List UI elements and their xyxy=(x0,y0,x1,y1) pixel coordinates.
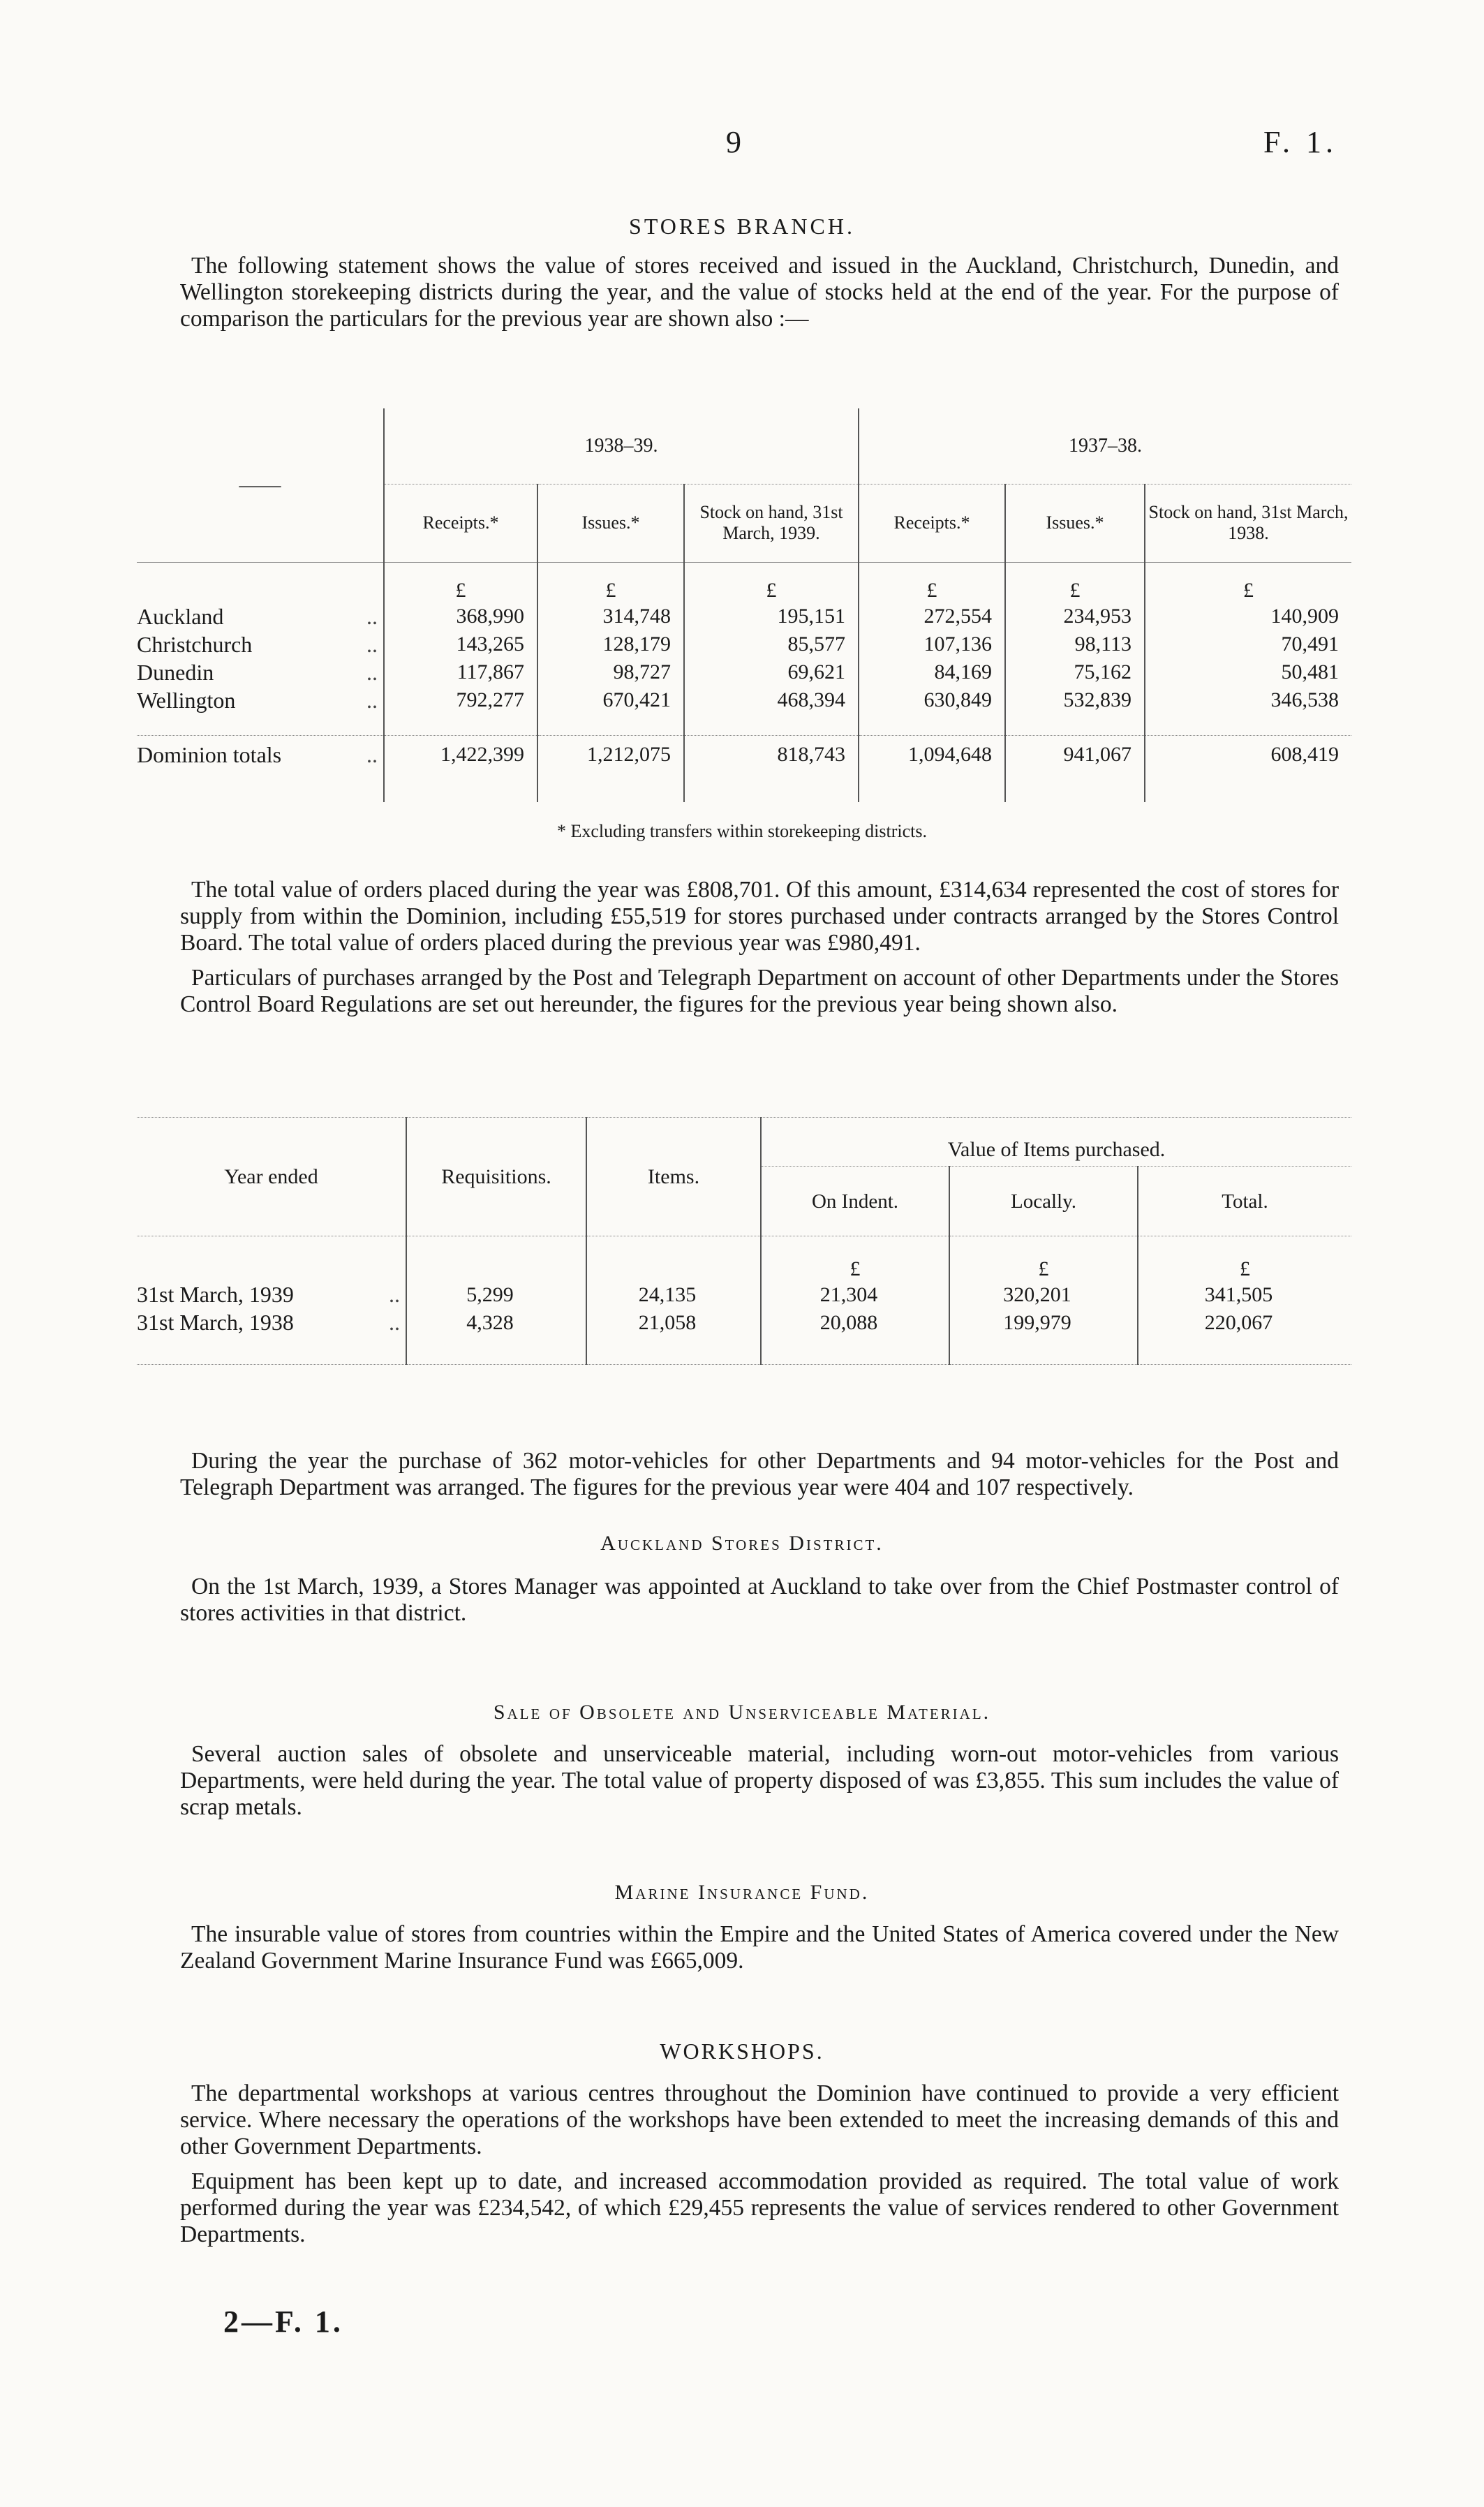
col-stock-1939: Stock on hand, 31st March, 1939. xyxy=(684,484,859,562)
col-items: Items. xyxy=(586,1118,761,1236)
workshops-paragraph-1: The departmental workshops at various centres throughout the Dominion have continued to provide a very efficient service. Where necessary the operations of the workshops have been extended to meet the increasing demands of this and other Government Departments. xyxy=(180,2080,1339,2159)
cell: 468,394 xyxy=(684,686,859,714)
cell: 85,577 xyxy=(684,630,859,658)
currency-mark: £ xyxy=(384,562,537,602)
cell: 272,554 xyxy=(859,602,1005,630)
cell: 50,481 xyxy=(1145,658,1351,686)
row-label: Christchurch xyxy=(137,631,253,657)
marine-heading: Marine Insurance Fund. xyxy=(614,1881,870,1904)
cell: 630,849 xyxy=(859,686,1005,714)
table1-blank-header: —— xyxy=(239,473,281,496)
row-label: Dunedin xyxy=(137,659,214,685)
motor-vehicles-section xyxy=(180,1448,1339,1501)
cell: 1,094,648 xyxy=(859,735,1005,774)
cell: 199,979 xyxy=(949,1309,1138,1337)
stores-branch-title: STORES BRANCH. xyxy=(629,214,855,239)
cell: 670,421 xyxy=(537,686,684,714)
col-issues-1939: Issues.* xyxy=(537,484,684,562)
motor-vehicles-paragraph: During the year the purchase of 362 motor-vehicles for other Departments and 94 motor-vehicles for the Post and Telegraph Department was arranged. The figures for the previous year were 404 and 107 respectively. xyxy=(180,1448,1339,1500)
currency-mark: £ xyxy=(859,562,1005,602)
leader-dots: .. xyxy=(366,603,378,629)
sale-heading: Sale of Obsolete and Unserviceable Material. xyxy=(493,1701,991,1724)
currency-mark: £ xyxy=(1138,1236,1351,1281)
cell: 21,058 xyxy=(586,1309,761,1337)
table-row xyxy=(137,658,1351,686)
cell: 234,953 xyxy=(1005,602,1145,630)
cell: 1,212,075 xyxy=(537,735,684,774)
table-row xyxy=(137,1309,1351,1337)
cell: 143,265 xyxy=(384,630,537,658)
cell: 608,419 xyxy=(1145,735,1351,774)
row-label: Dominion totals xyxy=(137,741,282,767)
col-total: Total. xyxy=(1138,1167,1351,1236)
stores-intro xyxy=(180,253,1339,332)
cell: 84,169 xyxy=(859,658,1005,686)
cell: 70,491 xyxy=(1145,630,1351,658)
stores-table xyxy=(137,408,1351,802)
leader-dots: .. xyxy=(366,631,378,657)
col-receipts-1938: Receipts.* xyxy=(859,484,1005,562)
leader-dots: .. xyxy=(389,1282,400,1307)
orders-paragraph: The total value of orders placed during the year was £808,701. Of this amount, £314,634 represented the cost of stores for supply from within the Dominion, including £55,519 for stores purchased under contracts arranged by the Stores Control Board. The total value of orders placed during the previous year was £980,491. xyxy=(180,877,1339,956)
row-label: 31st March, 1938 xyxy=(137,1310,294,1335)
leader-dots: .. xyxy=(366,687,378,713)
leader-dots: .. xyxy=(366,741,378,767)
workshops-heading: WORKSHOPS. xyxy=(660,2039,824,2064)
col-requisitions: Requisitions. xyxy=(406,1118,586,1236)
cell: 1,422,399 xyxy=(384,735,537,774)
cell: 346,538 xyxy=(1145,686,1351,714)
cell: 128,179 xyxy=(537,630,684,658)
cell: 792,277 xyxy=(384,686,537,714)
currency-mark: £ xyxy=(684,562,859,602)
auckland-heading: Auckland Stores District. xyxy=(600,1532,884,1555)
table-row xyxy=(137,630,1351,658)
purchases-paragraph: Particulars of purchases arranged by the Post and Telegraph Department on account of other Departments under the Stores Control Board Regulations are set out hereunder, the figures for the previous year being shown also. xyxy=(180,965,1339,1017)
cell: 314,748 xyxy=(537,602,684,630)
sale-paragraph: Several auction sales of obsolete and unserviceable material, including worn-out motor-vehicles from various Departments, were held during the year. The total value of property disposed of was £3,855. This sum includes the value of scrap metals. xyxy=(180,1741,1339,1820)
cell: 21,304 xyxy=(761,1281,949,1309)
table1-footnote: * Excluding transfers within storekeeping districts. xyxy=(556,821,927,841)
cell: 320,201 xyxy=(949,1281,1138,1309)
cell: 107,136 xyxy=(859,630,1005,658)
page-number: 9 xyxy=(726,125,741,159)
currency-mark: £ xyxy=(761,1236,949,1281)
year-1937-38-header: 1937–38. xyxy=(859,408,1351,484)
cell: 4,328 xyxy=(406,1309,586,1337)
purchases-table xyxy=(137,1117,1351,1365)
currency-mark: £ xyxy=(1005,562,1145,602)
col-on-indent: On Indent. xyxy=(761,1167,949,1236)
document-reference: F. 1. xyxy=(1263,125,1337,159)
row-label: Wellington xyxy=(137,687,236,713)
col-stock-1938: Stock on hand, 31st March, 1938. xyxy=(1145,484,1351,562)
cell: 75,162 xyxy=(1005,658,1145,686)
cell: 117,867 xyxy=(384,658,537,686)
col-issues-1938: Issues.* xyxy=(1005,484,1145,562)
marine-paragraph: The insurable value of stores from countries within the Empire and the United States of America covered under the New Zealand Government Marine Insurance Fund was £665,009. xyxy=(180,1921,1339,1974)
row-label: 31st March, 1939 xyxy=(137,1282,294,1307)
table-row xyxy=(137,602,1351,630)
cell: 368,990 xyxy=(384,602,537,630)
col-locally: Locally. xyxy=(949,1167,1138,1236)
cell: 532,839 xyxy=(1005,686,1145,714)
workshops-section xyxy=(180,2080,1339,2248)
col-receipts-1939: Receipts.* xyxy=(384,484,537,562)
signature-mark: 2—F. 1. xyxy=(223,2305,343,2339)
cell: 24,135 xyxy=(586,1281,761,1309)
currency-mark: £ xyxy=(949,1236,1138,1281)
dominion-totals-row xyxy=(137,735,1351,774)
cell: 220,067 xyxy=(1138,1309,1351,1337)
workshops-paragraph-2: Equipment has been kept up to date, and increased accommodation provided as required. The total value of work performed during the year was £234,542, of which £29,455 represents the value of services rendered to other Government Departments. xyxy=(180,2168,1339,2247)
sale-section xyxy=(180,1741,1339,1821)
marine-section xyxy=(180,1921,1339,1974)
row-label: Auckland xyxy=(137,603,224,629)
cell: 818,743 xyxy=(684,735,859,774)
cell: 20,088 xyxy=(761,1309,949,1337)
currency-mark: £ xyxy=(1145,562,1351,602)
orders-section xyxy=(180,877,1339,1018)
leader-dots: .. xyxy=(389,1310,400,1335)
cell: 140,909 xyxy=(1145,602,1351,630)
cell: 195,151 xyxy=(684,602,859,630)
cell: 98,727 xyxy=(537,658,684,686)
col-year-ended: Year ended xyxy=(224,1164,318,1188)
currency-mark: £ xyxy=(537,562,684,602)
stores-intro-text: The following statement shows the value of stores received and issued in the Auckland, Christchurch, Dunedin, and Wellington storekeeping districts during the year, and the value of stocks held at the end of the year. For the purpose of comparison the particulars for the previous year are shown also :— xyxy=(180,253,1339,332)
value-items-purchased-header: Value of Items purchased. xyxy=(761,1118,1351,1167)
cell: 5,299 xyxy=(406,1281,586,1309)
cell: 69,621 xyxy=(684,658,859,686)
leader-dots: .. xyxy=(366,659,378,685)
table-row xyxy=(137,686,1351,714)
year-1938-39-header: 1938–39. xyxy=(384,408,859,484)
auckland-section xyxy=(180,1574,1339,1627)
auckland-paragraph: On the 1st March, 1939, a Stores Manager was appointed at Auckland to take over from the Chief Postmaster control of stores activities in that district. xyxy=(180,1574,1339,1626)
cell: 341,505 xyxy=(1138,1281,1351,1309)
cell: 941,067 xyxy=(1005,735,1145,774)
table-row xyxy=(137,1281,1351,1309)
cell: 98,113 xyxy=(1005,630,1145,658)
